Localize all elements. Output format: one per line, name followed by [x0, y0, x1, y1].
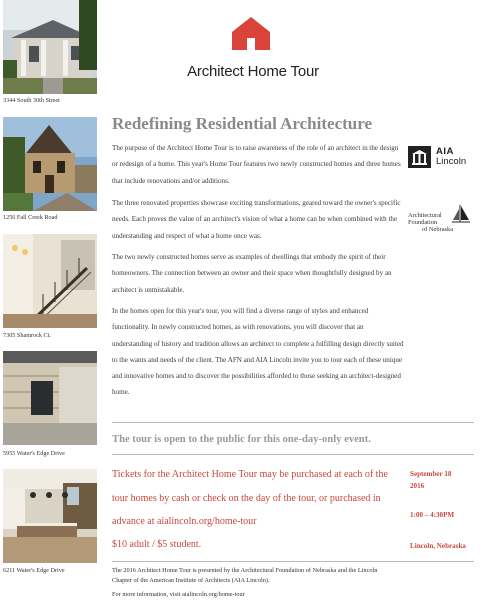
- aia-seal-icon: [408, 146, 431, 168]
- footer-more-info: For more information, visit aialincoln.org/home-tour: [112, 591, 245, 598]
- house-icon: [232, 16, 270, 55]
- afn-line1: Architectural: [408, 212, 442, 219]
- divider: [112, 561, 474, 562]
- page-title: Redefining Residential Architecture: [112, 114, 373, 133]
- afn-line3: of Nebraska: [422, 226, 454, 233]
- afn-logo: [408, 212, 474, 233]
- sailboat-icon: [452, 204, 470, 226]
- photo-3344-south-30th: [3, 0, 97, 94]
- intro-paragraph: The purpose of the Architect Home Tour is to raise awareness of the role of an architect in the design or redesign of a home. This year's Home Tour features two newly constructed homes and three homes that include renovations and/or additions.: [112, 144, 401, 185]
- photo-7305-shamrock: [3, 234, 97, 328]
- photo-caption: 1256 Fall Creek Road: [3, 214, 58, 221]
- photo-1256-fall-creek: [3, 117, 97, 211]
- lincoln-label: Lincoln: [436, 156, 467, 167]
- invitation-paragraph: In the homes open for this year's tour, you will find a diverse range of styles and enhanced functionality. In newly constructed homes, as with renovations, you will discover that an understanding of history and tradition allows an architect to complete a fulfilling design directly suited to the wants and needs of the client. The AFN and AIA Lincoln invite you to tour each of these unique and innovative homes and to discover the possibilities afforded to those seeking an architect-designed home.: [112, 307, 404, 397]
- photo-caption: 6211 Water's Edge Drive: [3, 567, 65, 574]
- photo-caption: 3344 South 30th Street: [3, 97, 60, 104]
- brand-title: Architect Home Tour: [187, 63, 319, 80]
- photo-5955-waters-edge: [3, 351, 97, 445]
- divider: [112, 454, 474, 455]
- event-location: Lincoln, Nebraska: [410, 542, 466, 550]
- ticket-info: Tickets for the Architect Home Tour may be purchased at each of the tour homes by cash or check on the day of the tour, or purchased in advance at aialincoln.org/home-tour: [112, 469, 388, 527]
- aia-label: AIA: [436, 146, 454, 157]
- new-homes-paragraph: The two newly constructed homes serve as examples of dwellings that embody the spirit of their homeowners. The connection between an owner and their space when thoughtfully designed by an architect is unmistakable.: [112, 253, 392, 294]
- renovation-paragraph: The three renovated properties showcase exciting transformations, geared toward the owner's specific needs. Each proves the value of an architect's vision of what a home can be when combined with the understanding and respect of what a home once was.: [112, 199, 401, 240]
- footer-presented: The 2016 Architect Home Tour is presented by the Architectural Foundation of Nebraska and the Lincoln Chapter of the American Institute of Architects (AIA Lincoln).: [112, 567, 378, 584]
- public-note: The tour is open to the public for this one-day-only event.: [112, 434, 371, 445]
- aia-lincoln-logo: [408, 146, 466, 168]
- photo-caption: 5955 Water's Edge Drive: [3, 450, 65, 457]
- photo-6211-waters-edge: [3, 469, 97, 563]
- event-date: [410, 468, 451, 492]
- event-time: 1:00 – 4:30PM: [410, 511, 455, 519]
- afn-line2: Foundation: [408, 219, 438, 226]
- event-date-day: September 18: [410, 470, 452, 478]
- photo-caption: 7305 Shamrock Ct.: [3, 332, 51, 339]
- divider: [112, 422, 474, 423]
- event-date-year: 2016: [410, 482, 425, 490]
- price-info: $10 adult / $5 student.: [112, 539, 202, 550]
